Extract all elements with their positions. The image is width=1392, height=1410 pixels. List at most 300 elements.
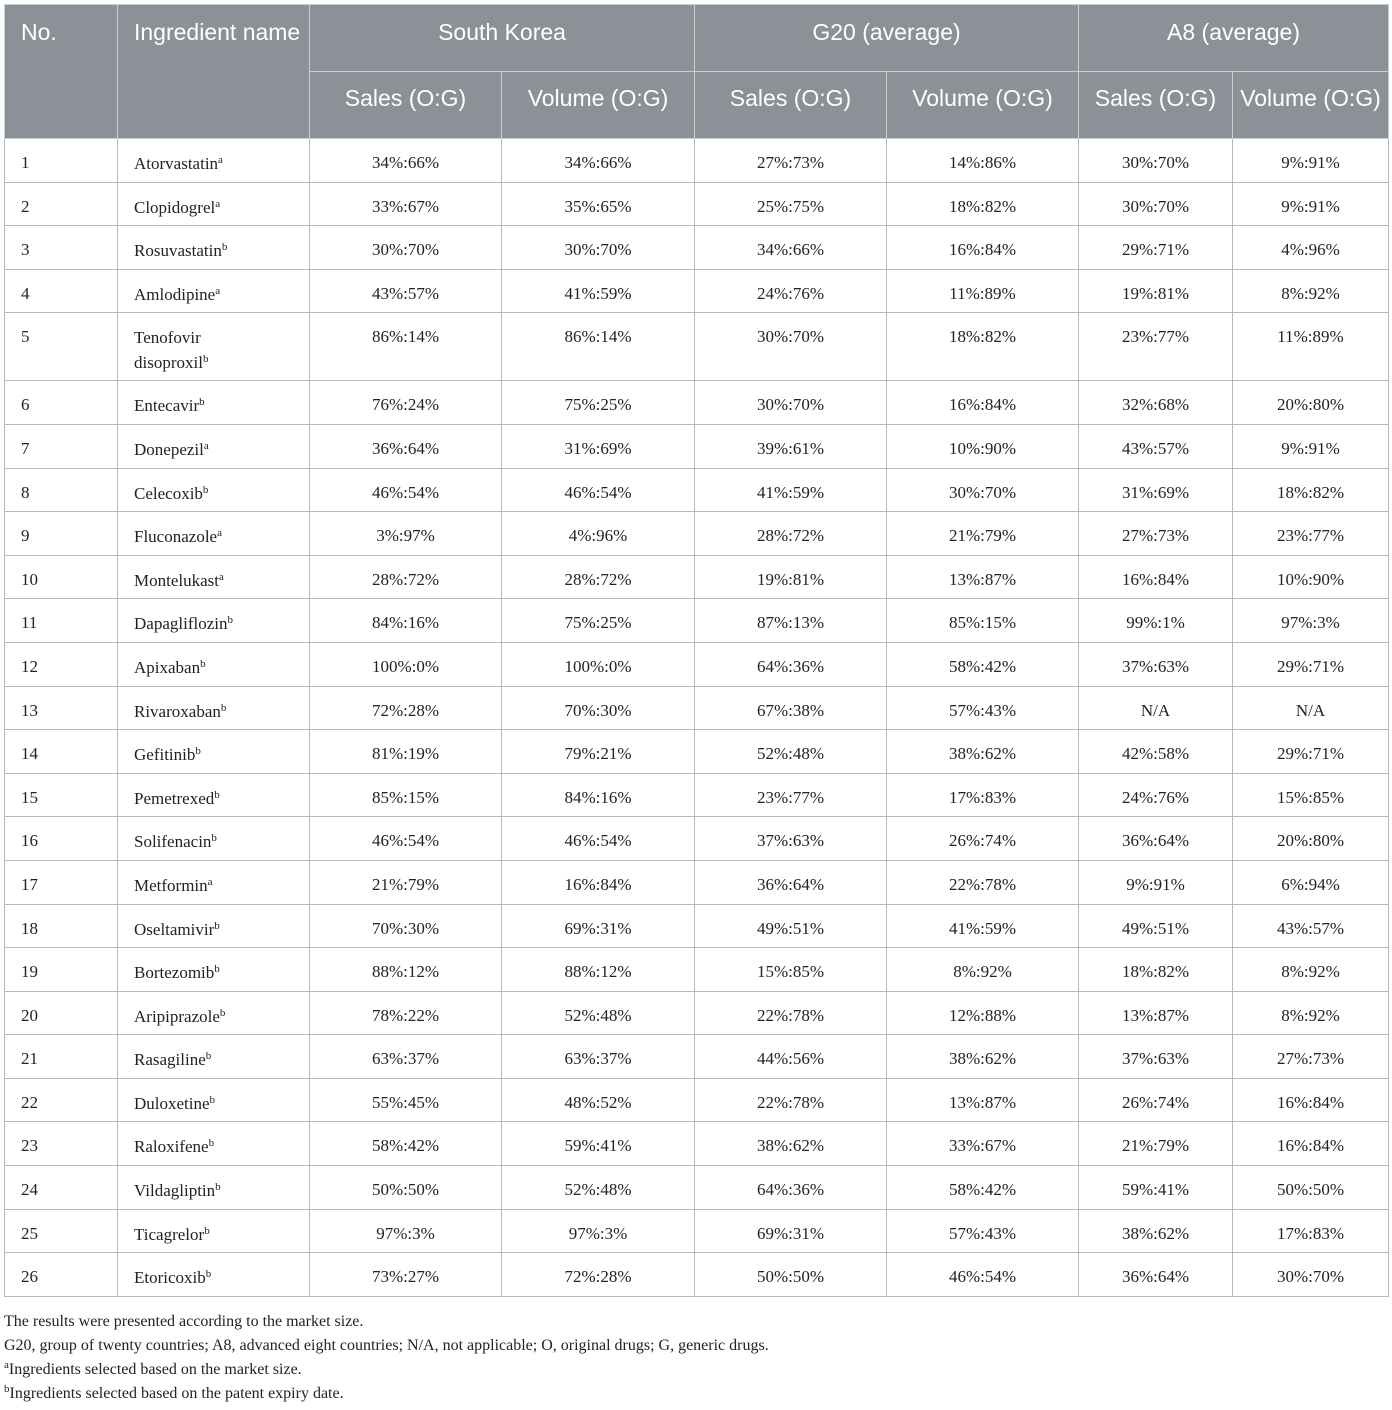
cell-no: 20 [5, 991, 118, 1035]
ingredient-name: Rosuvastatin [134, 241, 222, 261]
cell-no: 23 [5, 1122, 118, 1166]
cell-sk-sales: 84%:16% [310, 599, 502, 643]
cell-ingredient-name [118, 904, 310, 948]
cell-a8-volume: 27%:73% [1233, 1035, 1389, 1079]
cell-g20-volume: 38%:62% [887, 1035, 1079, 1079]
header-group-g20: G20 (average) [695, 5, 1079, 72]
cell-g20-sales: 19%:81% [695, 555, 887, 599]
cell-g20-sales: 39%:61% [695, 424, 887, 468]
table-row [5, 468, 1389, 512]
ingredient-footnote-mark: b [219, 1006, 226, 1019]
cell-no: 18 [5, 904, 118, 948]
cell-g20-sales: 69%:31% [695, 1209, 887, 1253]
table-body [5, 139, 1389, 1297]
cell-no: 21 [5, 1035, 118, 1079]
cell-sk-sales: 33%:67% [310, 182, 502, 226]
cell-g20-sales: 50%:50% [695, 1253, 887, 1297]
cell-g20-volume: 12%:88% [887, 991, 1079, 1035]
cell-g20-sales: 24%:76% [695, 269, 887, 313]
cell-g20-volume: 41%:59% [887, 904, 1079, 948]
cell-a8-volume: 15%:85% [1233, 773, 1389, 817]
cell-ingredient-name [118, 860, 310, 904]
cell-g20-volume: 18%:82% [887, 182, 1079, 226]
cell-sk-sales: 30%:70% [310, 226, 502, 270]
cell-a8-sales: 49%:51% [1079, 904, 1233, 948]
cell-no: 14 [5, 730, 118, 774]
cell-sk-volume: 46%:54% [502, 817, 695, 861]
cell-no: 3 [5, 226, 118, 270]
cell-sk-volume: 28%:72% [502, 555, 695, 599]
cell-a8-volume: 29%:71% [1233, 730, 1389, 774]
cell-ingredient-name [118, 313, 310, 381]
table-row [5, 948, 1389, 992]
cell-no: 12 [5, 642, 118, 686]
ingredient-name: Dapagliflozin [134, 614, 228, 634]
cell-g20-volume: 13%:87% [887, 1078, 1079, 1122]
cell-a8-sales: 23%:77% [1079, 313, 1233, 381]
cell-sk-volume: 86%:14% [502, 313, 695, 381]
cell-sk-sales: 34%:66% [310, 139, 502, 183]
table-row [5, 139, 1389, 183]
cell-g20-sales: 38%:62% [695, 1122, 887, 1166]
cell-g20-sales: 34%:66% [695, 226, 887, 270]
cell-g20-sales: 25%:75% [695, 182, 887, 226]
cell-sk-volume: 31%:69% [502, 424, 695, 468]
table-row [5, 904, 1389, 948]
cell-sk-sales: 21%:79% [310, 860, 502, 904]
ingredient-footnote-mark: b [211, 832, 217, 845]
cell-ingredient-name [118, 1078, 310, 1122]
ingredient-footnote-mark: b [202, 483, 209, 496]
header-g20-sales: Sales (O:G) [695, 72, 887, 139]
note-market-size: The results were presented according to the market size. [4, 1313, 364, 1330]
cell-g20-volume: 26%:74% [887, 817, 1079, 861]
cell-g20-volume: 17%:83% [887, 773, 1079, 817]
table-row [5, 599, 1389, 643]
cell-sk-sales: 63%:37% [310, 1035, 502, 1079]
cell-sk-sales: 36%:64% [310, 424, 502, 468]
ingredient-name-line2: disoproxil [134, 353, 203, 373]
ingredient-name: Pemetrexed [134, 788, 215, 808]
cell-sk-volume: 97%:3% [502, 1209, 695, 1253]
ingredient-footnote-mark: b [200, 657, 206, 670]
ingredient-footnote-mark: b [214, 788, 220, 801]
ingredient-footnote-mark: b [199, 396, 205, 409]
ingredient-name: Vildagliptin [134, 1181, 216, 1201]
ingredient-footnote-mark: a [203, 439, 209, 452]
ingredient-name: Oseltamivir [134, 919, 215, 939]
cell-a8-sales: 24%:76% [1079, 773, 1233, 817]
cell-g20-sales: 36%:64% [695, 860, 887, 904]
ingredient-footnote-mark: b [214, 963, 220, 976]
cell-g20-sales: 87%:13% [695, 599, 887, 643]
cell-a8-sales: 30%:70% [1079, 182, 1233, 226]
cell-sk-sales: 85%:15% [310, 773, 502, 817]
cell-ingredient-name [118, 512, 310, 556]
ingredient-footnote-mark: a [219, 570, 224, 583]
ingredient-footnote-mark: b [209, 1093, 216, 1106]
cell-ingredient-name [118, 1253, 310, 1297]
cell-no: 4 [5, 269, 118, 313]
cell-a8-sales: 16%:84% [1079, 555, 1233, 599]
cell-a8-sales: 21%:79% [1079, 1122, 1233, 1166]
cell-no: 24 [5, 1166, 118, 1210]
cell-sk-volume: 4%:96% [502, 512, 695, 556]
cell-sk-volume: 75%:25% [502, 381, 695, 425]
cell-ingredient-name [118, 817, 310, 861]
cell-sk-sales: 70%:30% [310, 904, 502, 948]
footnote-a [4, 1358, 1384, 1382]
cell-sk-sales: 81%:19% [310, 730, 502, 774]
cell-a8-sales: 99%:1% [1079, 599, 1233, 643]
cell-no: 11 [5, 599, 118, 643]
cell-sk-volume: 84%:16% [502, 773, 695, 817]
cell-no: 25 [5, 1209, 118, 1253]
table-row [5, 1253, 1389, 1297]
table-notes [4, 1310, 1384, 1406]
table-row [5, 313, 1389, 381]
cell-ingredient-name [118, 642, 310, 686]
cell-sk-volume: 75%:25% [502, 599, 695, 643]
table-row [5, 381, 1389, 425]
cell-sk-volume: 34%:66% [502, 139, 695, 183]
cell-no: 17 [5, 860, 118, 904]
cell-a8-sales: 19%:81% [1079, 269, 1233, 313]
cell-g20-sales: 41%:59% [695, 468, 887, 512]
cell-sk-sales: 78%:22% [310, 991, 502, 1035]
cell-g20-sales: 28%:72% [695, 512, 887, 556]
cell-sk-volume: 63%:37% [502, 1035, 695, 1079]
cell-ingredient-name [118, 226, 310, 270]
ingredient-name: Etoricoxib [134, 1268, 206, 1288]
cell-g20-sales: 22%:78% [695, 1078, 887, 1122]
cell-a8-volume: 8%:92% [1233, 948, 1389, 992]
cell-a8-volume: 8%:92% [1233, 269, 1389, 313]
cell-g20-sales: 37%:63% [695, 817, 887, 861]
cell-a8-volume: 11%:89% [1233, 313, 1389, 381]
cell-sk-sales: 58%:42% [310, 1122, 502, 1166]
cell-a8-sales: 59%:41% [1079, 1166, 1233, 1210]
cell-ingredient-name [118, 730, 310, 774]
ingredient-name: Entecavir [134, 396, 200, 416]
cell-a8-sales: 27%:73% [1079, 512, 1233, 556]
ingredient-footnote-mark: b [202, 353, 209, 366]
cell-g20-volume: 14%:86% [887, 139, 1079, 183]
cell-sk-volume: 41%:59% [502, 269, 695, 313]
cell-a8-volume: 20%:80% [1233, 381, 1389, 425]
ingredient-footnote-mark: b [215, 1181, 221, 1194]
cell-a8-sales: N/A [1079, 686, 1233, 730]
cell-ingredient-name [118, 1035, 310, 1079]
cell-no: 6 [5, 381, 118, 425]
table-row [5, 860, 1389, 904]
header-a8-volume: Volume (O:G) [1233, 72, 1389, 139]
cell-g20-volume: 16%:84% [887, 226, 1079, 270]
table-row [5, 817, 1389, 861]
ingredient-footnote-mark: b [208, 1137, 215, 1150]
ingredient-footnote-mark: b [221, 241, 228, 254]
cell-sk-sales: 88%:12% [310, 948, 502, 992]
cell-a8-sales: 38%:62% [1079, 1209, 1233, 1253]
table-row [5, 686, 1389, 730]
cell-no: 10 [5, 555, 118, 599]
cell-a8-volume: 50%:50% [1233, 1166, 1389, 1210]
cell-sk-sales: 76%:24% [310, 381, 502, 425]
ingredient-name: Rasagiline [134, 1050, 206, 1070]
table-row [5, 991, 1389, 1035]
header-sk-volume: Volume (O:G) [502, 72, 695, 139]
table-row [5, 730, 1389, 774]
cell-a8-volume: 18%:82% [1233, 468, 1389, 512]
cell-a8-sales: 37%:63% [1079, 1035, 1233, 1079]
cell-a8-volume: 16%:84% [1233, 1122, 1389, 1166]
cell-g20-volume: 58%:42% [887, 642, 1079, 686]
ingredient-name: Atorvastatin [134, 154, 219, 173]
ingredient-name: Duloxetine [134, 1093, 210, 1113]
footnote-a-text: Ingredients selected based on the market size. [8, 1361, 302, 1378]
cell-ingredient-name [118, 269, 310, 313]
cell-g20-sales: 15%:85% [695, 948, 887, 992]
cell-sk-volume: 52%:48% [502, 991, 695, 1035]
cell-no: 1 [5, 139, 118, 183]
cell-ingredient-name [118, 1166, 310, 1210]
cell-sk-sales: 3%:97% [310, 512, 502, 556]
cell-a8-volume: 30%:70% [1233, 1253, 1389, 1297]
header-no: No. [5, 5, 118, 139]
ingredient-name: Celecoxib [134, 483, 203, 503]
ingredient-name: Metformin [134, 875, 208, 895]
ingredient-footnote-mark: b [195, 745, 201, 758]
cell-a8-sales: 13%:87% [1079, 991, 1233, 1035]
cell-g20-volume: 46%:54% [887, 1253, 1079, 1297]
cell-sk-sales: 72%:28% [310, 686, 502, 730]
ingredient-footnote-mark: a [215, 197, 221, 210]
ingredient-name: Aripiprazole [134, 1006, 220, 1026]
cell-a8-volume: 17%:83% [1233, 1209, 1389, 1253]
table-row [5, 773, 1389, 817]
cell-g20-volume: 58%:42% [887, 1166, 1079, 1210]
cell-sk-volume: 16%:84% [502, 860, 695, 904]
cell-g20-volume: 22%:78% [887, 860, 1079, 904]
ingredient-footnote-mark: b [227, 614, 233, 627]
cell-a8-sales: 43%:57% [1079, 424, 1233, 468]
cell-sk-sales: 73%:27% [310, 1253, 502, 1297]
table-row [5, 1035, 1389, 1079]
footnote-b-text: Ingredients selected based on the patent expiry date. [9, 1385, 344, 1402]
cell-g20-volume: 57%:43% [887, 686, 1079, 730]
footnote-b [4, 1382, 1384, 1406]
cell-sk-sales: 43%:57% [310, 269, 502, 313]
cell-ingredient-name [118, 468, 310, 512]
header-ingredient-name: Ingredient name [118, 5, 310, 139]
cell-g20-sales: 27%:73% [695, 139, 887, 183]
cell-ingredient-name [118, 381, 310, 425]
cell-a8-sales: 18%:82% [1079, 948, 1233, 992]
cell-a8-sales: 9%:91% [1079, 860, 1233, 904]
cell-ingredient-name [118, 948, 310, 992]
cell-sk-volume: 30%:70% [502, 226, 695, 270]
cell-ingredient-name [118, 599, 310, 643]
cell-sk-volume: 46%:54% [502, 468, 695, 512]
cell-g20-volume: 8%:92% [887, 948, 1079, 992]
header-a8-sales: Sales (O:G) [1079, 72, 1233, 139]
cell-sk-volume: 59%:41% [502, 1122, 695, 1166]
cell-ingredient-name [118, 686, 310, 730]
cell-sk-sales: 28%:72% [310, 555, 502, 599]
ingredient-name-line1: Tenofovir [134, 328, 201, 348]
cell-a8-volume: 9%:91% [1233, 182, 1389, 226]
cell-g20-sales: 44%:56% [695, 1035, 887, 1079]
cell-a8-volume: 8%:92% [1233, 991, 1389, 1035]
cell-g20-volume: 85%:15% [887, 599, 1079, 643]
ingredient-footnote-mark: b [205, 1050, 212, 1063]
ingredient-name: Bortezomib [134, 963, 215, 983]
header-sk-sales: Sales (O:G) [310, 72, 502, 139]
cell-a8-volume: 9%:91% [1233, 139, 1389, 183]
table-row [5, 182, 1389, 226]
cell-a8-sales: 26%:74% [1079, 1078, 1233, 1122]
cell-no: 5 [5, 313, 118, 381]
cell-g20-sales: 23%:77% [695, 773, 887, 817]
ingredient-footnote-mark: a [207, 875, 213, 888]
cell-sk-volume: 52%:48% [502, 1166, 695, 1210]
cell-sk-sales: 46%:54% [310, 468, 502, 512]
cell-sk-sales: 86%:14% [310, 313, 502, 381]
cell-a8-volume: N/A [1233, 686, 1389, 730]
cell-a8-volume: 9%:91% [1233, 424, 1389, 468]
footnote-a-mark: a [4, 1359, 9, 1371]
ingredient-name: Gefitinib [134, 745, 196, 765]
cell-sk-volume: 69%:31% [502, 904, 695, 948]
cell-no: 26 [5, 1253, 118, 1297]
cell-a8-volume: 43%:57% [1233, 904, 1389, 948]
table-row [5, 555, 1389, 599]
cell-ingredient-name [118, 424, 310, 468]
ingredient-name: Montelukast [134, 570, 219, 590]
cell-sk-volume: 35%:65% [502, 182, 695, 226]
cell-sk-volume: 48%:52% [502, 1078, 695, 1122]
cell-no: 8 [5, 468, 118, 512]
ingredient-name: Donepezil [134, 439, 204, 459]
cell-ingredient-name [118, 182, 310, 226]
table-row [5, 512, 1389, 556]
cell-g20-sales: 52%:48% [695, 730, 887, 774]
cell-ingredient-name [118, 139, 310, 183]
cell-sk-volume: 72%:28% [502, 1253, 695, 1297]
cell-no: 13 [5, 686, 118, 730]
header-group-south-korea: South Korea [310, 5, 695, 72]
cell-a8-volume: 20%:80% [1233, 817, 1389, 861]
table-row [5, 1078, 1389, 1122]
ingredient-footnote-mark: a [217, 527, 222, 540]
cell-sk-sales: 50%:50% [310, 1166, 502, 1210]
cell-a8-sales: 36%:64% [1079, 817, 1233, 861]
cell-no: 16 [5, 817, 118, 861]
ingredient-name: Apixaban [134, 657, 201, 677]
note-abbreviations: G20, group of twenty countries; A8, advanced eight countries; N/A, not applicable; O, original drugs; G, generic drugs. [4, 1337, 769, 1354]
cell-g20-sales: 67%:38% [695, 686, 887, 730]
cell-a8-sales: 30%:70% [1079, 139, 1233, 183]
cell-sk-sales: 46%:54% [310, 817, 502, 861]
ingredient-name: Ticagrelor [134, 1224, 205, 1244]
ingredient-footnote-mark: a [215, 284, 221, 297]
cell-no: 9 [5, 512, 118, 556]
cell-g20-sales: 30%:70% [695, 381, 887, 425]
cell-sk-volume: 100%:0% [502, 642, 695, 686]
cell-no: 15 [5, 773, 118, 817]
cell-a8-volume: 6%:94% [1233, 860, 1389, 904]
cell-a8-volume: 16%:84% [1233, 1078, 1389, 1122]
cell-ingredient-name [118, 773, 310, 817]
cell-sk-volume: 88%:12% [502, 948, 695, 992]
ingredient-footnote-mark: b [204, 1224, 210, 1237]
header-g20-volume: Volume (O:G) [887, 72, 1079, 139]
ingredient-footnote-mark: a [218, 154, 223, 166]
cell-no: 7 [5, 424, 118, 468]
cell-ingredient-name [118, 991, 310, 1035]
cell-a8-sales: 36%:64% [1079, 1253, 1233, 1297]
cell-g20-sales: 64%:36% [695, 1166, 887, 1210]
cell-a8-volume: 23%:77% [1233, 512, 1389, 556]
ingredient-footnote-mark: b [205, 1268, 212, 1281]
cell-a8-sales: 37%:63% [1079, 642, 1233, 686]
cell-g20-sales: 30%:70% [695, 313, 887, 381]
cell-g20-volume: 11%:89% [887, 269, 1079, 313]
cell-a8-volume: 4%:96% [1233, 226, 1389, 270]
cell-ingredient-name [118, 555, 310, 599]
cell-ingredient-name [118, 1122, 310, 1166]
cell-a8-volume: 97%:3% [1233, 599, 1389, 643]
cell-no: 22 [5, 1078, 118, 1122]
ingredient-name: Amlodipine [134, 284, 216, 304]
cell-sk-sales: 55%:45% [310, 1078, 502, 1122]
cell-a8-volume: 10%:90% [1233, 555, 1389, 599]
footnote-b-mark: b [4, 1383, 10, 1395]
cell-no: 2 [5, 182, 118, 226]
cell-g20-sales: 22%:78% [695, 991, 887, 1035]
ingredient-name: Solifenacin [134, 832, 212, 852]
table-row [5, 1166, 1389, 1210]
cell-g20-volume: 10%:90% [887, 424, 1079, 468]
cell-g20-sales: 64%:36% [695, 642, 887, 686]
cell-a8-sales: 31%:69% [1079, 468, 1233, 512]
cell-sk-sales: 100%:0% [310, 642, 502, 686]
cell-g20-volume: 30%:70% [887, 468, 1079, 512]
table-row [5, 424, 1389, 468]
cell-sk-volume: 70%:30% [502, 686, 695, 730]
cell-g20-volume: 16%:84% [887, 381, 1079, 425]
cell-g20-volume: 57%:43% [887, 1209, 1079, 1253]
ingredient-share-table [4, 4, 1389, 1297]
table-row [5, 1209, 1389, 1253]
cell-g20-volume: 21%:79% [887, 512, 1079, 556]
cell-g20-volume: 38%:62% [887, 730, 1079, 774]
table-row [5, 642, 1389, 686]
cell-a8-sales: 29%:71% [1079, 226, 1233, 270]
ingredient-name: Raloxifene [134, 1137, 209, 1157]
cell-a8-volume: 29%:71% [1233, 642, 1389, 686]
table-row [5, 226, 1389, 270]
cell-g20-volume: 13%:87% [887, 555, 1079, 599]
cell-a8-sales: 42%:58% [1079, 730, 1233, 774]
cell-sk-sales: 97%:3% [310, 1209, 502, 1253]
table-row [5, 1122, 1389, 1166]
cell-g20-volume: 33%:67% [887, 1122, 1079, 1166]
ingredient-footnote-mark: b [220, 701, 227, 714]
header-group-a8: A8 (average) [1079, 5, 1389, 72]
cell-ingredient-name [118, 1209, 310, 1253]
cell-a8-sales: 32%:68% [1079, 381, 1233, 425]
